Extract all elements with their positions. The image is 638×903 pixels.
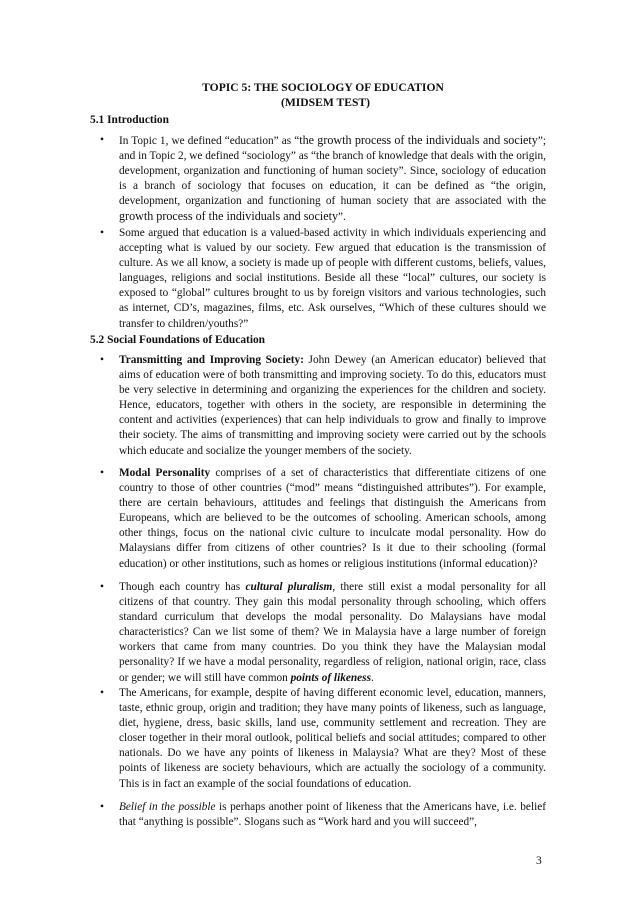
paragraph: Though each country has cultural pluralism, there still exist a modal personality for all citizens of that country. They gain this modal personality through schooling, which offers standard curriculum that develops the modal personality. Do Malaysians have modal characteristics? Can we list some of them? We in Malaysia have a large number of foreign workers that came from many countries. Do you think they have the Malaysian modal personality? If we have a modal personality, regardless of religion, national origin, race, class or gender; we will still have common points of likeness. <box>119 581 546 684</box>
bullet-icon: • <box>100 227 105 239</box>
list-item <box>100 686 546 792</box>
page-title <box>0 80 638 110</box>
list-item <box>100 466 546 572</box>
bullet-icon: • <box>100 467 105 479</box>
section-heading-introduction: 5.1 Introduction <box>90 114 169 126</box>
section-heading-social-foundations: 5.2 Social Foundations of Education <box>90 334 266 346</box>
paragraph: Some argued that education is a valued-based activity in which individuals experiencing and accepting what is valued by our society. Few argued that education is the transmission of culture. As we all know, a society is made up of people with different customs, beliefs, values, languages, religions and social institutions. Beside all these “local” cultures, our society is exposed to “global” cultures brought to us by foreign visitors and various technologies, such as internet, CD’s, magazines, films, etc. Ask ourselves, “Which of these cultures should we transfer to children/youths?” <box>119 227 546 330</box>
list-item <box>100 800 546 830</box>
paragraph: Belief in the possible is perhaps another point of likeness that the Americans have, i.e. belief that “anything is possible”. Slogans such as “Work hard and you will succeed”, <box>119 801 546 829</box>
page-number: 3 <box>536 855 542 867</box>
paragraph: In Topic 1, we defined “education” as “the growth process of the individuals and society”; and in Topic 2, we defined “sociology” as “the branch of knowledge that deals with the origin, development, organization and functioning of human society”. Since, sociology of education is a branch of sociology that focuses on education, it can be defined as “the origin, development, organization and functioning of human society that are associated with the growth process of the individuals and society”. <box>119 133 546 224</box>
paragraph: Transmitting and Improving Society: John Dewey (an American educator) believed that aims of education were of both transmitting and improving society. To do this, educators must be very selective in determining and organizing the experiences for the children and society. Hence, educators, together with others in the society, are responsible in determining the content and activities (experiences) that can help individuals to grow and finally to improve their society. The aims of transmitting and improving society were carried out by the schools which educate and socialize the younger members of the society. <box>119 354 547 457</box>
list-item <box>100 580 546 686</box>
list-item <box>100 353 546 459</box>
title-line-1: TOPIC 5: THE SOCIOLOGY OF EDUCATION <box>202 81 444 94</box>
bullet-icon: • <box>100 687 105 699</box>
bullet-icon: • <box>100 134 105 146</box>
paragraph: The Americans, for example, despite of having different economic level, education, manners, taste, ethnic group, origin and tradition; they have many points of likeness, such as language, diet, hygiene, dress, basic skills, land use, community settlement and recreation. They are closer together in their moral outlook, political beliefs and social attitudes; compared to other nationals. Do we have any points of likeness in Malaysia? What are they? Most of these points of likeness are society behaviours, which are actually the sociology of a community. This is in fact an example of the social foundations of education. <box>119 687 546 790</box>
bullet-icon: • <box>100 801 105 813</box>
bullet-icon: • <box>100 581 105 593</box>
title-line-2: (MIDSEM TEST) <box>280 96 370 109</box>
paragraph: Modal Personality comprises of a set of characteristics that differentiate citizens of one country to those of other countries (“mod” means “distinguished attributes”). For example, there are certain behaviours, attitudes and feelings that distinguish the Americans from Europeans, which are believed to be the outcomes of schooling. American schools, among other things, focus on the national civic culture to inculcate modal personality. How do Malaysians differ from citizens of other countries? Is it due to their schooling (formal education) or other institutions, such as homes or religious institutions (informal education)? <box>119 467 546 570</box>
list-item <box>100 226 546 332</box>
bullet-icon: • <box>100 354 105 366</box>
list-item <box>100 133 546 226</box>
